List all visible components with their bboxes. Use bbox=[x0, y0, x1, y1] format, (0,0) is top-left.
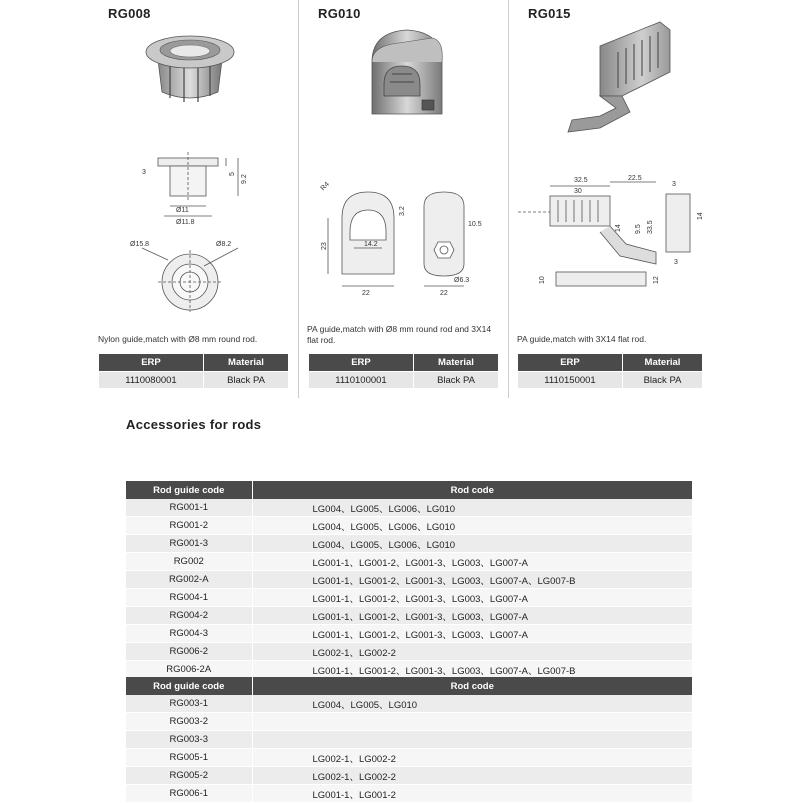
svg-text:14.2: 14.2 bbox=[364, 241, 378, 248]
svg-text:22.5: 22.5 bbox=[628, 175, 642, 182]
svg-text:12: 12 bbox=[653, 276, 660, 284]
rod-code: LG001-1、LG001-2、LG001-3、LG003、LG007-A、LG007-B bbox=[252, 661, 692, 679]
rod-guide-code: RG002-A bbox=[126, 571, 252, 589]
rg008-top-drawing bbox=[128, 236, 258, 312]
erp-value: 1110150001 bbox=[518, 372, 623, 389]
table-row bbox=[126, 553, 692, 571]
product-code: RG010 bbox=[318, 6, 361, 21]
svg-text:3: 3 bbox=[142, 169, 146, 176]
rod-code: LG004、LG005、LG006、LG010 bbox=[252, 499, 692, 517]
column-divider bbox=[298, 0, 299, 398]
table-row bbox=[126, 767, 692, 785]
material-value: Black PA bbox=[204, 372, 289, 389]
svg-text:14: 14 bbox=[697, 212, 704, 220]
svg-text:23: 23 bbox=[321, 242, 328, 250]
svg-text:3: 3 bbox=[674, 259, 678, 266]
rod-table-2 bbox=[126, 677, 692, 803]
table-row bbox=[126, 749, 692, 767]
table-row bbox=[126, 535, 692, 553]
rod-code: LG001-1、LG001-2、LG001-3、LG003、LG007-A bbox=[252, 553, 692, 571]
rg015-drawing bbox=[516, 172, 704, 292]
svg-text:9.2: 9.2 bbox=[241, 174, 248, 184]
svg-text:5: 5 bbox=[229, 172, 236, 176]
svg-text:Ø15.8: Ø15.8 bbox=[130, 241, 150, 248]
rod-table-1 bbox=[126, 481, 692, 679]
rg010-drawing bbox=[314, 178, 494, 298]
rg010-3d-image bbox=[362, 22, 452, 122]
rod-guide-code: RG001-3 bbox=[126, 535, 252, 553]
svg-text:3: 3 bbox=[672, 181, 676, 188]
material-value: Black PA bbox=[414, 372, 499, 389]
rod-code: LG002-1、LG002-2 bbox=[252, 749, 692, 767]
rod-guide-code: RG004-2 bbox=[126, 607, 252, 625]
table-row bbox=[126, 607, 692, 625]
rod-guide-code: RG004-3 bbox=[126, 625, 252, 643]
rod-guide-code: RG003-3 bbox=[126, 731, 252, 749]
table-row bbox=[126, 731, 692, 749]
product-code: RG015 bbox=[528, 6, 571, 21]
table-row bbox=[126, 625, 692, 643]
rod-code: LG004、LG005、LG010 bbox=[252, 695, 692, 713]
column-divider bbox=[508, 0, 509, 398]
svg-text:9.5: 9.5 bbox=[635, 224, 642, 234]
rod-guide-code: RG003-2 bbox=[126, 713, 252, 731]
rod-guide-code: RG005-1 bbox=[126, 749, 252, 767]
rod-code: LG001-1、LG001-2、LG001-3、LG003、LG007-A bbox=[252, 589, 692, 607]
rod-guide-code: RG006-2A bbox=[126, 661, 252, 679]
table-row bbox=[126, 589, 692, 607]
svg-text:Ø8.2: Ø8.2 bbox=[216, 241, 232, 248]
rod-guide-code-header: Rod guide code bbox=[126, 481, 252, 499]
rod-guide-code: RG004-1 bbox=[126, 589, 252, 607]
table-row bbox=[126, 517, 692, 535]
rod-code: LG001-1、LG001-2、LG001-3、LG003、LG007-A、LG007-B bbox=[252, 571, 692, 589]
product-description: Nylon guide,match with Ø8 mm round rod. bbox=[98, 334, 258, 344]
rod-guide-code: RG003-1 bbox=[126, 695, 252, 713]
rod-code: LG002-1、LG002-2 bbox=[252, 643, 692, 661]
svg-text:10: 10 bbox=[539, 276, 546, 284]
rod-code: LG002-1、LG002-2 bbox=[252, 767, 692, 785]
erp-table bbox=[98, 353, 289, 389]
rod-code bbox=[252, 731, 692, 749]
table-row bbox=[126, 643, 692, 661]
rod-code: LG004、LG005、LG006、LG010 bbox=[252, 517, 692, 535]
svg-text:Ø6.3: Ø6.3 bbox=[454, 277, 470, 284]
material-header: Material bbox=[204, 354, 289, 372]
svg-text:10.5: 10.5 bbox=[468, 221, 482, 228]
svg-text:33.5: 33.5 bbox=[647, 220, 654, 234]
rod-guide-code: RG006-1 bbox=[126, 785, 252, 803]
product-description: PA guide,match with Ø8 mm round rod and 3X14 flat rod. bbox=[307, 324, 492, 345]
rod-code-header: Rod code bbox=[252, 481, 692, 499]
rod-guide-code: RG001-1 bbox=[126, 499, 252, 517]
erp-value: 1110100001 bbox=[309, 372, 414, 389]
table-row bbox=[126, 713, 692, 731]
erp-header: ERP bbox=[518, 354, 623, 372]
rod-code: LG004、LG005、LG006、LG010 bbox=[252, 535, 692, 553]
svg-text:3.2: 3.2 bbox=[399, 206, 406, 216]
svg-text:Ø11.8: Ø11.8 bbox=[176, 219, 195, 226]
rod-code: LG001-1、LG001-2、LG001-3、LG003、LG007-A bbox=[252, 625, 692, 643]
rod-code: LG001-1、LG001-2、LG001-3、LG003、LG007-A bbox=[252, 607, 692, 625]
table-row bbox=[126, 661, 692, 679]
material-value: Black PA bbox=[623, 372, 703, 389]
material-header: Material bbox=[623, 354, 703, 372]
erp-header: ERP bbox=[309, 354, 414, 372]
svg-text:30: 30 bbox=[574, 188, 582, 195]
rg015-3d-image bbox=[560, 16, 680, 140]
rod-code: LG001-1、LG001-2 bbox=[252, 785, 692, 803]
svg-text:14: 14 bbox=[615, 224, 622, 232]
material-header: Material bbox=[414, 354, 499, 372]
erp-header: ERP bbox=[99, 354, 204, 372]
rg008-side-drawing bbox=[138, 148, 258, 228]
svg-text:22: 22 bbox=[440, 290, 448, 297]
rg008-3d-image bbox=[140, 26, 240, 104]
svg-text:22: 22 bbox=[362, 290, 370, 297]
product-code: RG008 bbox=[108, 6, 151, 21]
svg-text:32.5: 32.5 bbox=[574, 177, 588, 184]
erp-table bbox=[308, 353, 499, 389]
product-description: PA guide,match with 3X14 flat rod. bbox=[517, 334, 647, 344]
table-row bbox=[126, 695, 692, 713]
table-row bbox=[126, 571, 692, 589]
rod-guide-code: RG002 bbox=[126, 553, 252, 571]
rod-guide-code: RG006-2 bbox=[126, 643, 252, 661]
svg-text:R4: R4 bbox=[319, 180, 331, 193]
rod-code-header: Rod code bbox=[252, 677, 692, 695]
rod-guide-code: RG001-2 bbox=[126, 517, 252, 535]
rod-guide-code-header: Rod guide code bbox=[126, 677, 252, 695]
rod-guide-code: RG005-2 bbox=[126, 767, 252, 785]
svg-text:Ø11: Ø11 bbox=[176, 207, 189, 214]
table-row bbox=[126, 499, 692, 517]
erp-value: 1110080001 bbox=[99, 372, 204, 389]
section-title: Accessories for rods bbox=[126, 417, 262, 432]
rod-code bbox=[252, 713, 692, 731]
erp-table bbox=[517, 353, 703, 389]
